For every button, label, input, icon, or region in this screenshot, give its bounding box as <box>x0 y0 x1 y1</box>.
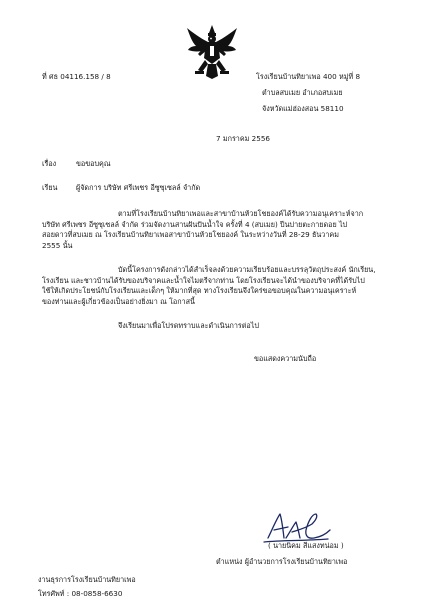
body-paragraph-2-line: โรงเรียน และชาวบ้านได้รับของบริจาคและน้ำใจไมตรีจากท่าน โดยโรงเรียนจะได้นำของบริจาคที่ได้รับไป <box>42 275 365 285</box>
subject-label: เรื่อง <box>42 159 57 168</box>
body-paragraph-1-line: สอยดาวที่สบเมย ณ โรงเรียนบ้านทิยาเพอสาขาบ้านห้วยโชยองค์ ในระหว่างวันที่ 28-29 ธันวาคม <box>42 230 339 239</box>
school-address-line-1: โรงเรียนบ้านทิยาเพอ 400 หมู่ที่ 8 <box>256 72 361 81</box>
signatory-name: ( นายนิคม สีแสงทน่อม ) <box>268 541 344 550</box>
footer-department: งานธุรการโรงเรียนบ้านทิยาเพอ <box>38 575 136 584</box>
body-paragraph-1 <box>42 209 363 251</box>
garuda-emblem-icon <box>186 24 238 80</box>
body-paragraph-2-line: ของท่านและผู้เกี่ยวข้องเป็นอย่างยิ่งมา ณ โอกาสนี้ <box>42 296 195 306</box>
recipient-label: เรียน <box>42 183 58 192</box>
reference-number: ที่ ศธ 04116.158 / 8 <box>42 72 111 81</box>
body-paragraph-2-line: ใช้ให้เกิดประโยชน์กับโรงเรียนและเด็กๆ ให้มากที่สุด ทางโรงเรียนจึงใคร่ขอขอบคุณในความอนุเคราะห์ <box>42 286 357 295</box>
letter-date: 7 มกราคม 2556 <box>216 134 270 143</box>
signatory-position: ตำแหน่ง ผู้อำนวยการโรงเรียนบ้านทิยาเพอ <box>216 557 348 566</box>
subject-text: ขอขอบคุณ <box>76 159 111 168</box>
recipient-text: ผู้จัดการ บริษัท ศรีเพชร อีซูซุเซลล์ จำกัด <box>76 183 201 192</box>
school-address-line-3: จังหวัดแม่ฮ่องสอน 58110 <box>262 104 344 113</box>
body-paragraph-2 <box>42 265 376 307</box>
school-address-line-2: ตำบลสบเมย อำเภอสบเมย <box>262 88 343 97</box>
body-paragraph-1-line: ตามที่โรงเรียนบ้านทิยาเพอและสาขาบ้านห้วยโชยองค์ได้รับความอนุเคราะห์จาก <box>118 209 364 218</box>
body-paragraph-3: จึงเรียนมาเพื่อโปรดทราบและดำเนินการต่อไป <box>118 321 259 330</box>
body-paragraph-1-line: 2555 นั้น <box>42 240 73 250</box>
body-paragraph-2-line: บัดนี้โครงการดังกล่าวได้สำเร็จลงด้วยความเรียบร้อยและบรรลุวัตถุประสงค์ นักเรียน, <box>118 265 376 274</box>
body-paragraph-1-line: บริษัท ศรีเพชร อีซูซุเซลล์ จำกัด ร่วมจัดงานสานฝันปันน้ำใจ ครั้งที่ 4 (สบเมย) ปีนบ่ายตะกายดอย ไป <box>42 219 348 229</box>
closing-salutation: ขอแสดงความนับถือ <box>254 354 317 363</box>
footer-phone: โทรศัพท์ : 08-0858-6630 <box>38 589 123 598</box>
